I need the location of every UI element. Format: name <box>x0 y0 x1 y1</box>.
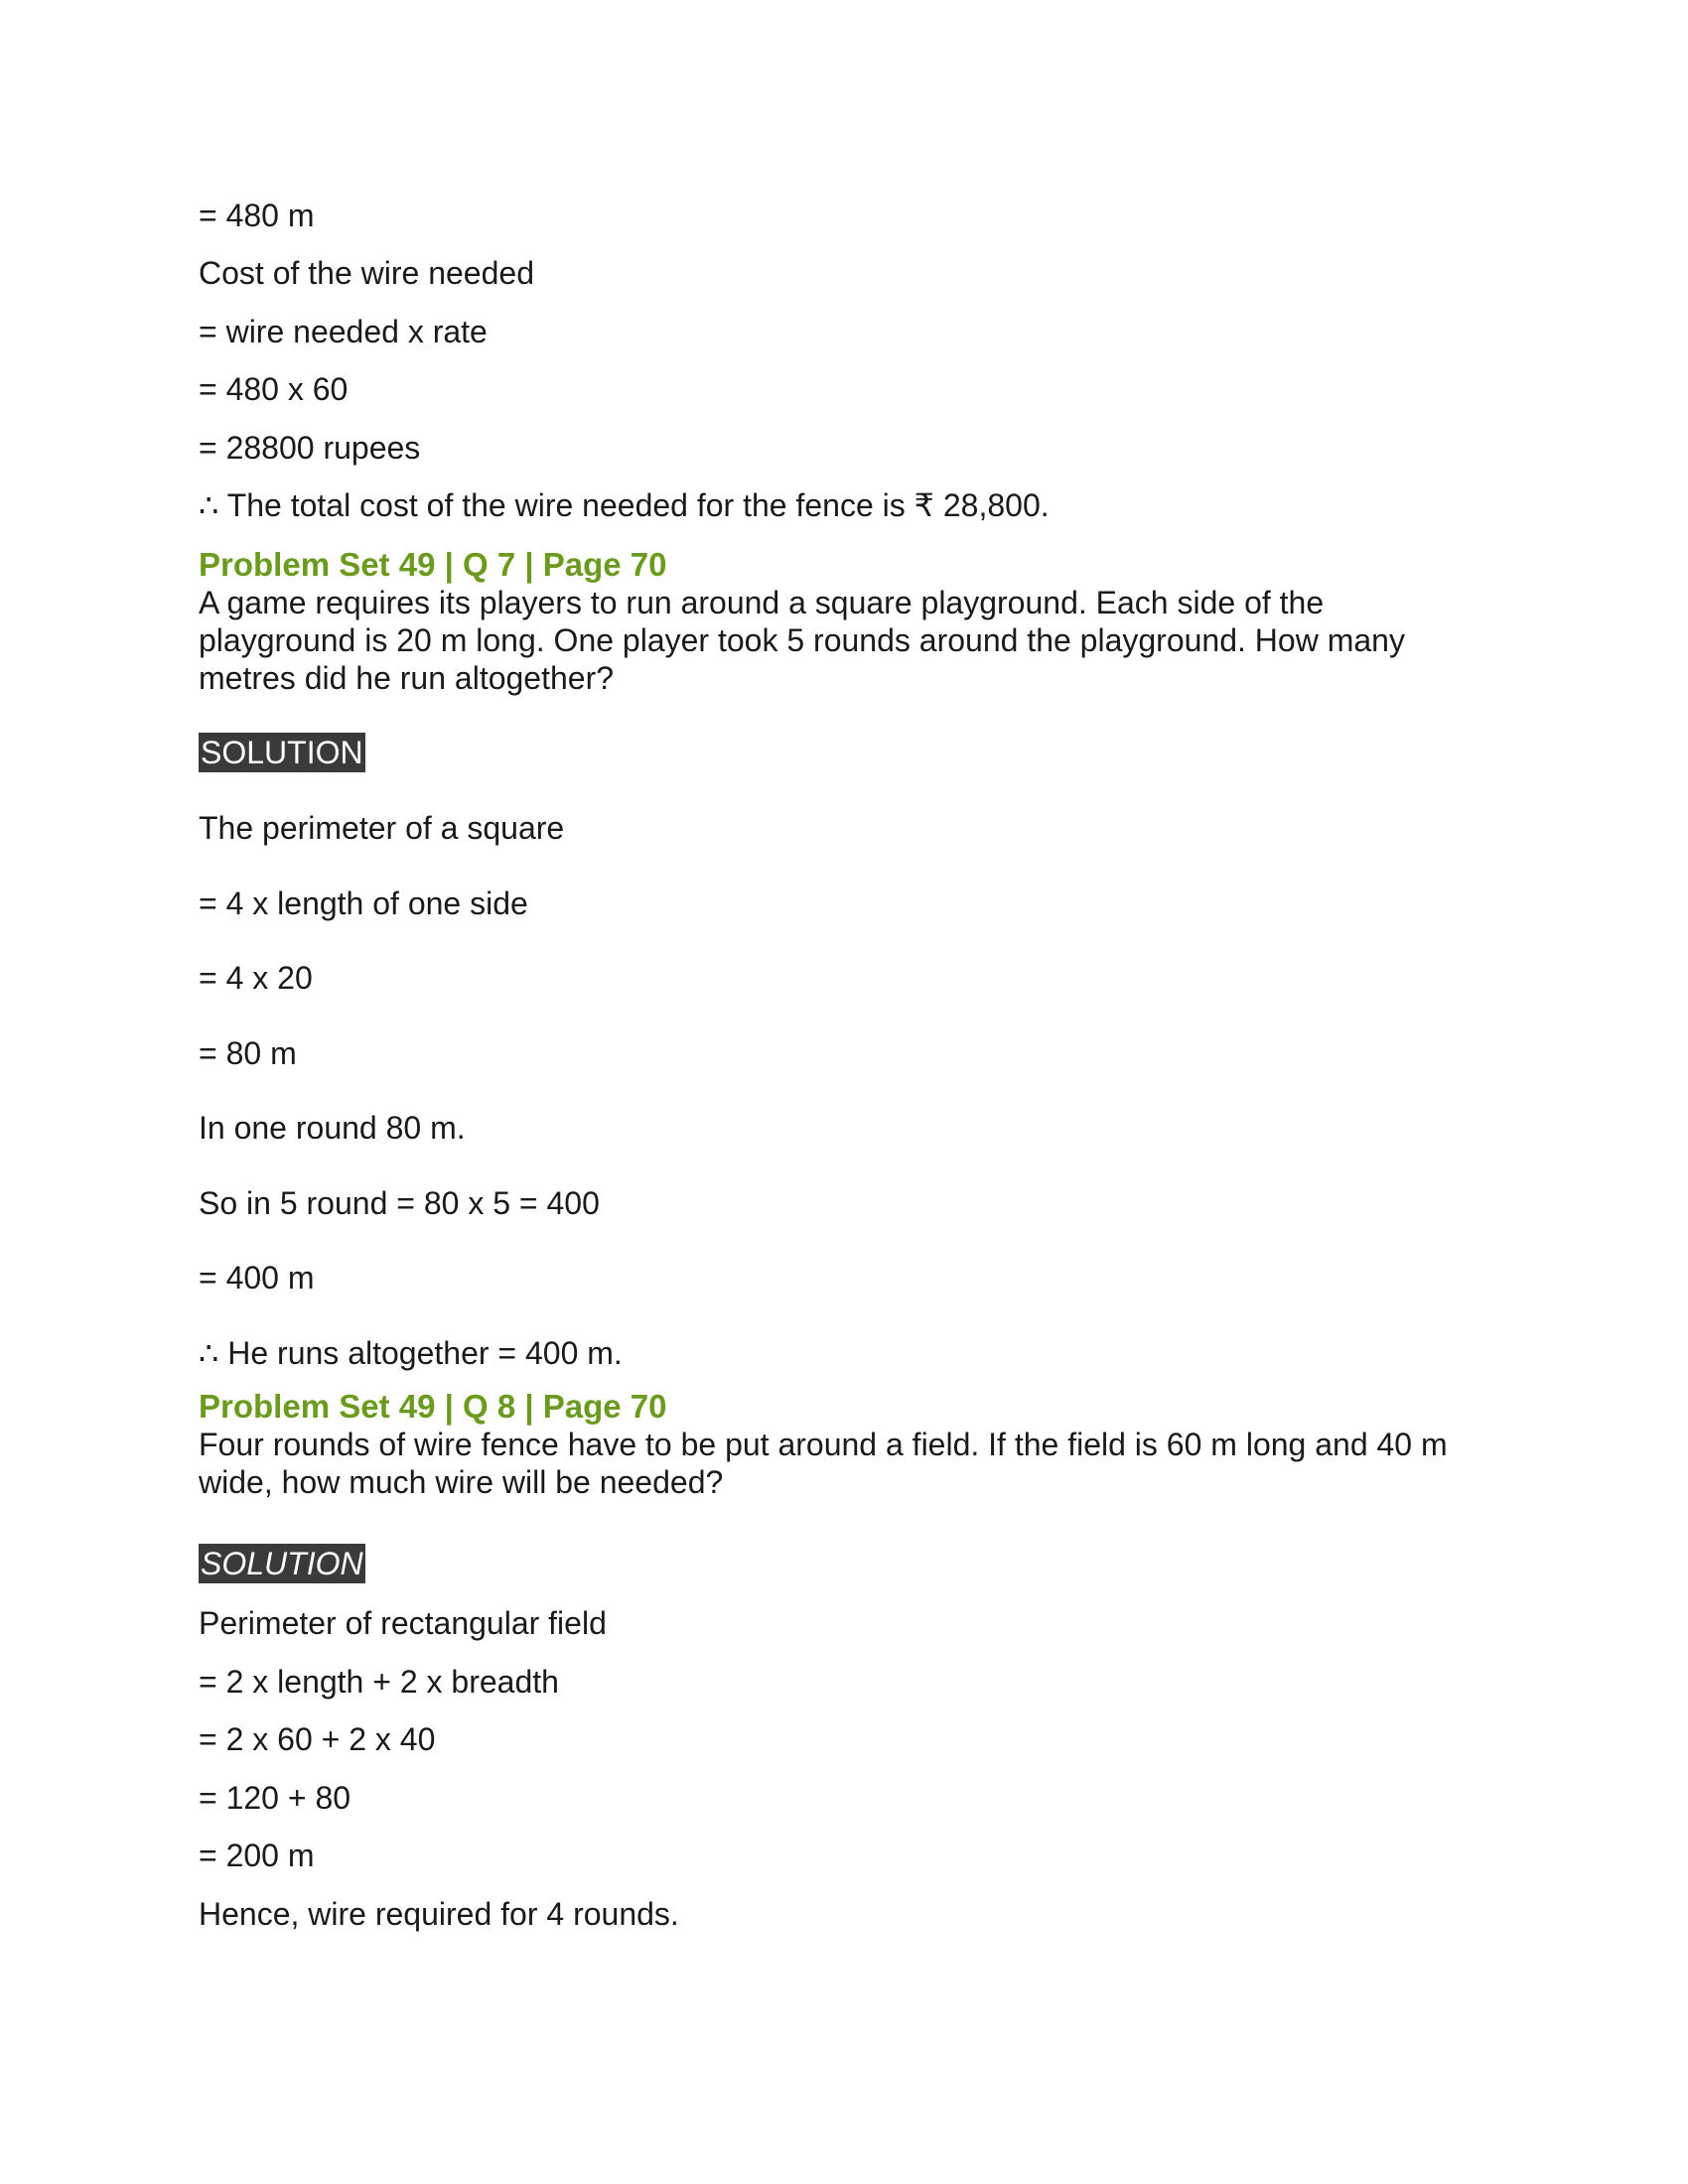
step-line: = 4 x 20 <box>199 960 313 996</box>
text-line: Cost of the wire needed <box>199 255 534 291</box>
step-line: In one round 80 m. <box>199 1110 466 1146</box>
conclusion-line: Hence, wire required for 4 rounds. <box>199 1896 679 1932</box>
step-line: = 2 x length + 2 x breadth <box>199 1664 559 1700</box>
question-text: A game requires its players to run around a square playground. Each side of the playground is 20 m long. One player took 5 rounds around the playground. How many metres did he run altogether? <box>199 585 1405 696</box>
text-line: = wire needed x rate <box>199 314 488 349</box>
step-line: So in 5 round = 80 x 5 = 400 <box>199 1185 600 1221</box>
text-line: = 28800 rupees <box>199 430 421 466</box>
question-heading: Problem Set 49 | Q 8 | Page 70 <box>199 1388 667 1425</box>
step-line: Perimeter of rectangular field <box>199 1605 607 1641</box>
question-text: Four rounds of wire fence have to be put around a field. If the field is 60 m long and 40 m wide, how much wire will be needed? <box>199 1427 1448 1500</box>
conclusion-line: ∴ He runs altogether = 400 m. <box>199 1335 623 1371</box>
question-heading: Problem Set 49 | Q 7 | Page 70 <box>199 546 667 583</box>
solution-badge: SOLUTION <box>201 1546 363 1581</box>
text-line: = 480 x 60 <box>199 371 349 407</box>
step-line: = 4 x length of one side <box>199 886 528 921</box>
solution-badge: SOLUTION <box>201 735 363 770</box>
conclusion-line: ∴ The total cost of the wire needed for the fence is ₹ 28,800. <box>199 487 1050 523</box>
step-line: = 400 m <box>199 1260 315 1296</box>
step-line: = 200 m <box>199 1838 315 1873</box>
step-line: = 80 m <box>199 1035 297 1071</box>
step-line: = 2 x 60 + 2 x 40 <box>199 1721 436 1757</box>
step-line: The perimeter of a square <box>199 810 565 846</box>
text-line: = 480 m <box>199 198 315 233</box>
step-line: = 120 + 80 <box>199 1780 352 1816</box>
